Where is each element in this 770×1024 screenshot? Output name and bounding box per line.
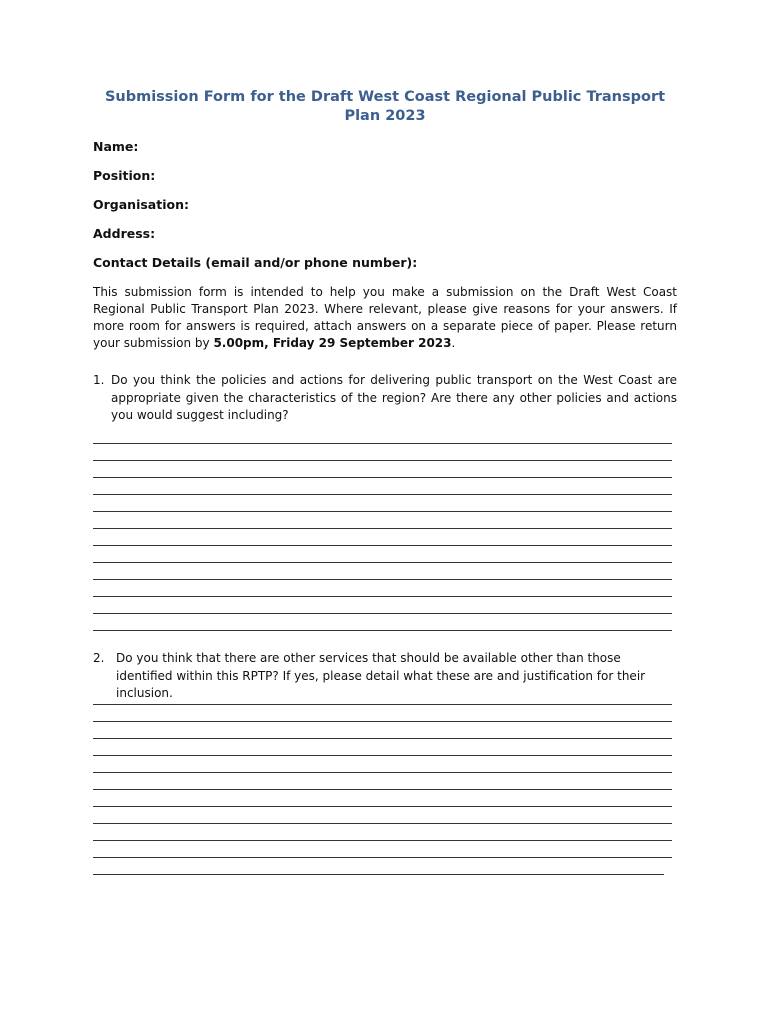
question-1-answer-lines[interactable] [93, 443, 672, 647]
question-2 [93, 650, 677, 703]
answer-line[interactable] [93, 874, 664, 875]
answer-line[interactable] [93, 443, 672, 444]
question-number: 2. [93, 651, 105, 665]
answer-line[interactable] [93, 579, 672, 580]
question-1 [93, 372, 677, 425]
name-field-label: Name: [93, 139, 139, 154]
contact-details-field-label: Contact Details (email and/or phone number): [93, 255, 418, 270]
answer-line[interactable] [93, 511, 672, 512]
answer-line[interactable] [93, 789, 672, 790]
question-text: Do you think that there are other services that should be available other than those identified within this RPTP? If yes, please detail what these are and justification for their inclusion. [116, 651, 646, 700]
answer-line[interactable] [93, 772, 672, 773]
answer-line[interactable] [93, 738, 672, 739]
answer-line[interactable] [93, 630, 672, 631]
answer-line[interactable] [93, 562, 672, 563]
answer-line[interactable] [93, 545, 672, 546]
submission-deadline: 5.00pm, Friday 29 September 2023 [213, 336, 452, 350]
document-title: Submission Form for the Draft West Coast Regional Public Transport Plan 2023 [104, 89, 666, 124]
answer-line[interactable] [93, 460, 672, 461]
answer-line[interactable] [93, 857, 672, 858]
answer-line[interactable] [93, 840, 672, 841]
answer-line[interactable] [93, 721, 672, 722]
intro-end: . [451, 336, 456, 350]
answer-line[interactable] [93, 823, 672, 824]
answer-line[interactable] [93, 806, 672, 807]
answer-line[interactable] [93, 596, 672, 597]
answer-line[interactable] [93, 494, 672, 495]
answer-line[interactable] [93, 613, 672, 614]
position-field-label: Position: [93, 168, 156, 183]
answer-line[interactable] [93, 755, 672, 756]
intro-paragraph [93, 284, 677, 352]
answer-line[interactable] [93, 704, 672, 705]
organisation-field-label: Organisation: [93, 197, 189, 212]
answer-line[interactable] [93, 477, 672, 478]
address-field-label: Address: [93, 226, 156, 241]
question-2-answer-lines[interactable] [93, 704, 672, 891]
question-text: Do you think the policies and actions for delivering public transport on the West Coast are appropriate given the characteristics of the region? Are there any other policies and actions you would suggest including? [111, 373, 677, 422]
answer-line[interactable] [93, 528, 672, 529]
question-number: 1. [93, 373, 105, 387]
intro-text: This submission form is intended to help you make a submission on the Draft West Coast Regional Public Transport Plan 2023. Where relevant, please give reasons for your answers. If more room for answers is required, attach answers on a separate piece of paper. Please return your submission by [93, 285, 677, 350]
